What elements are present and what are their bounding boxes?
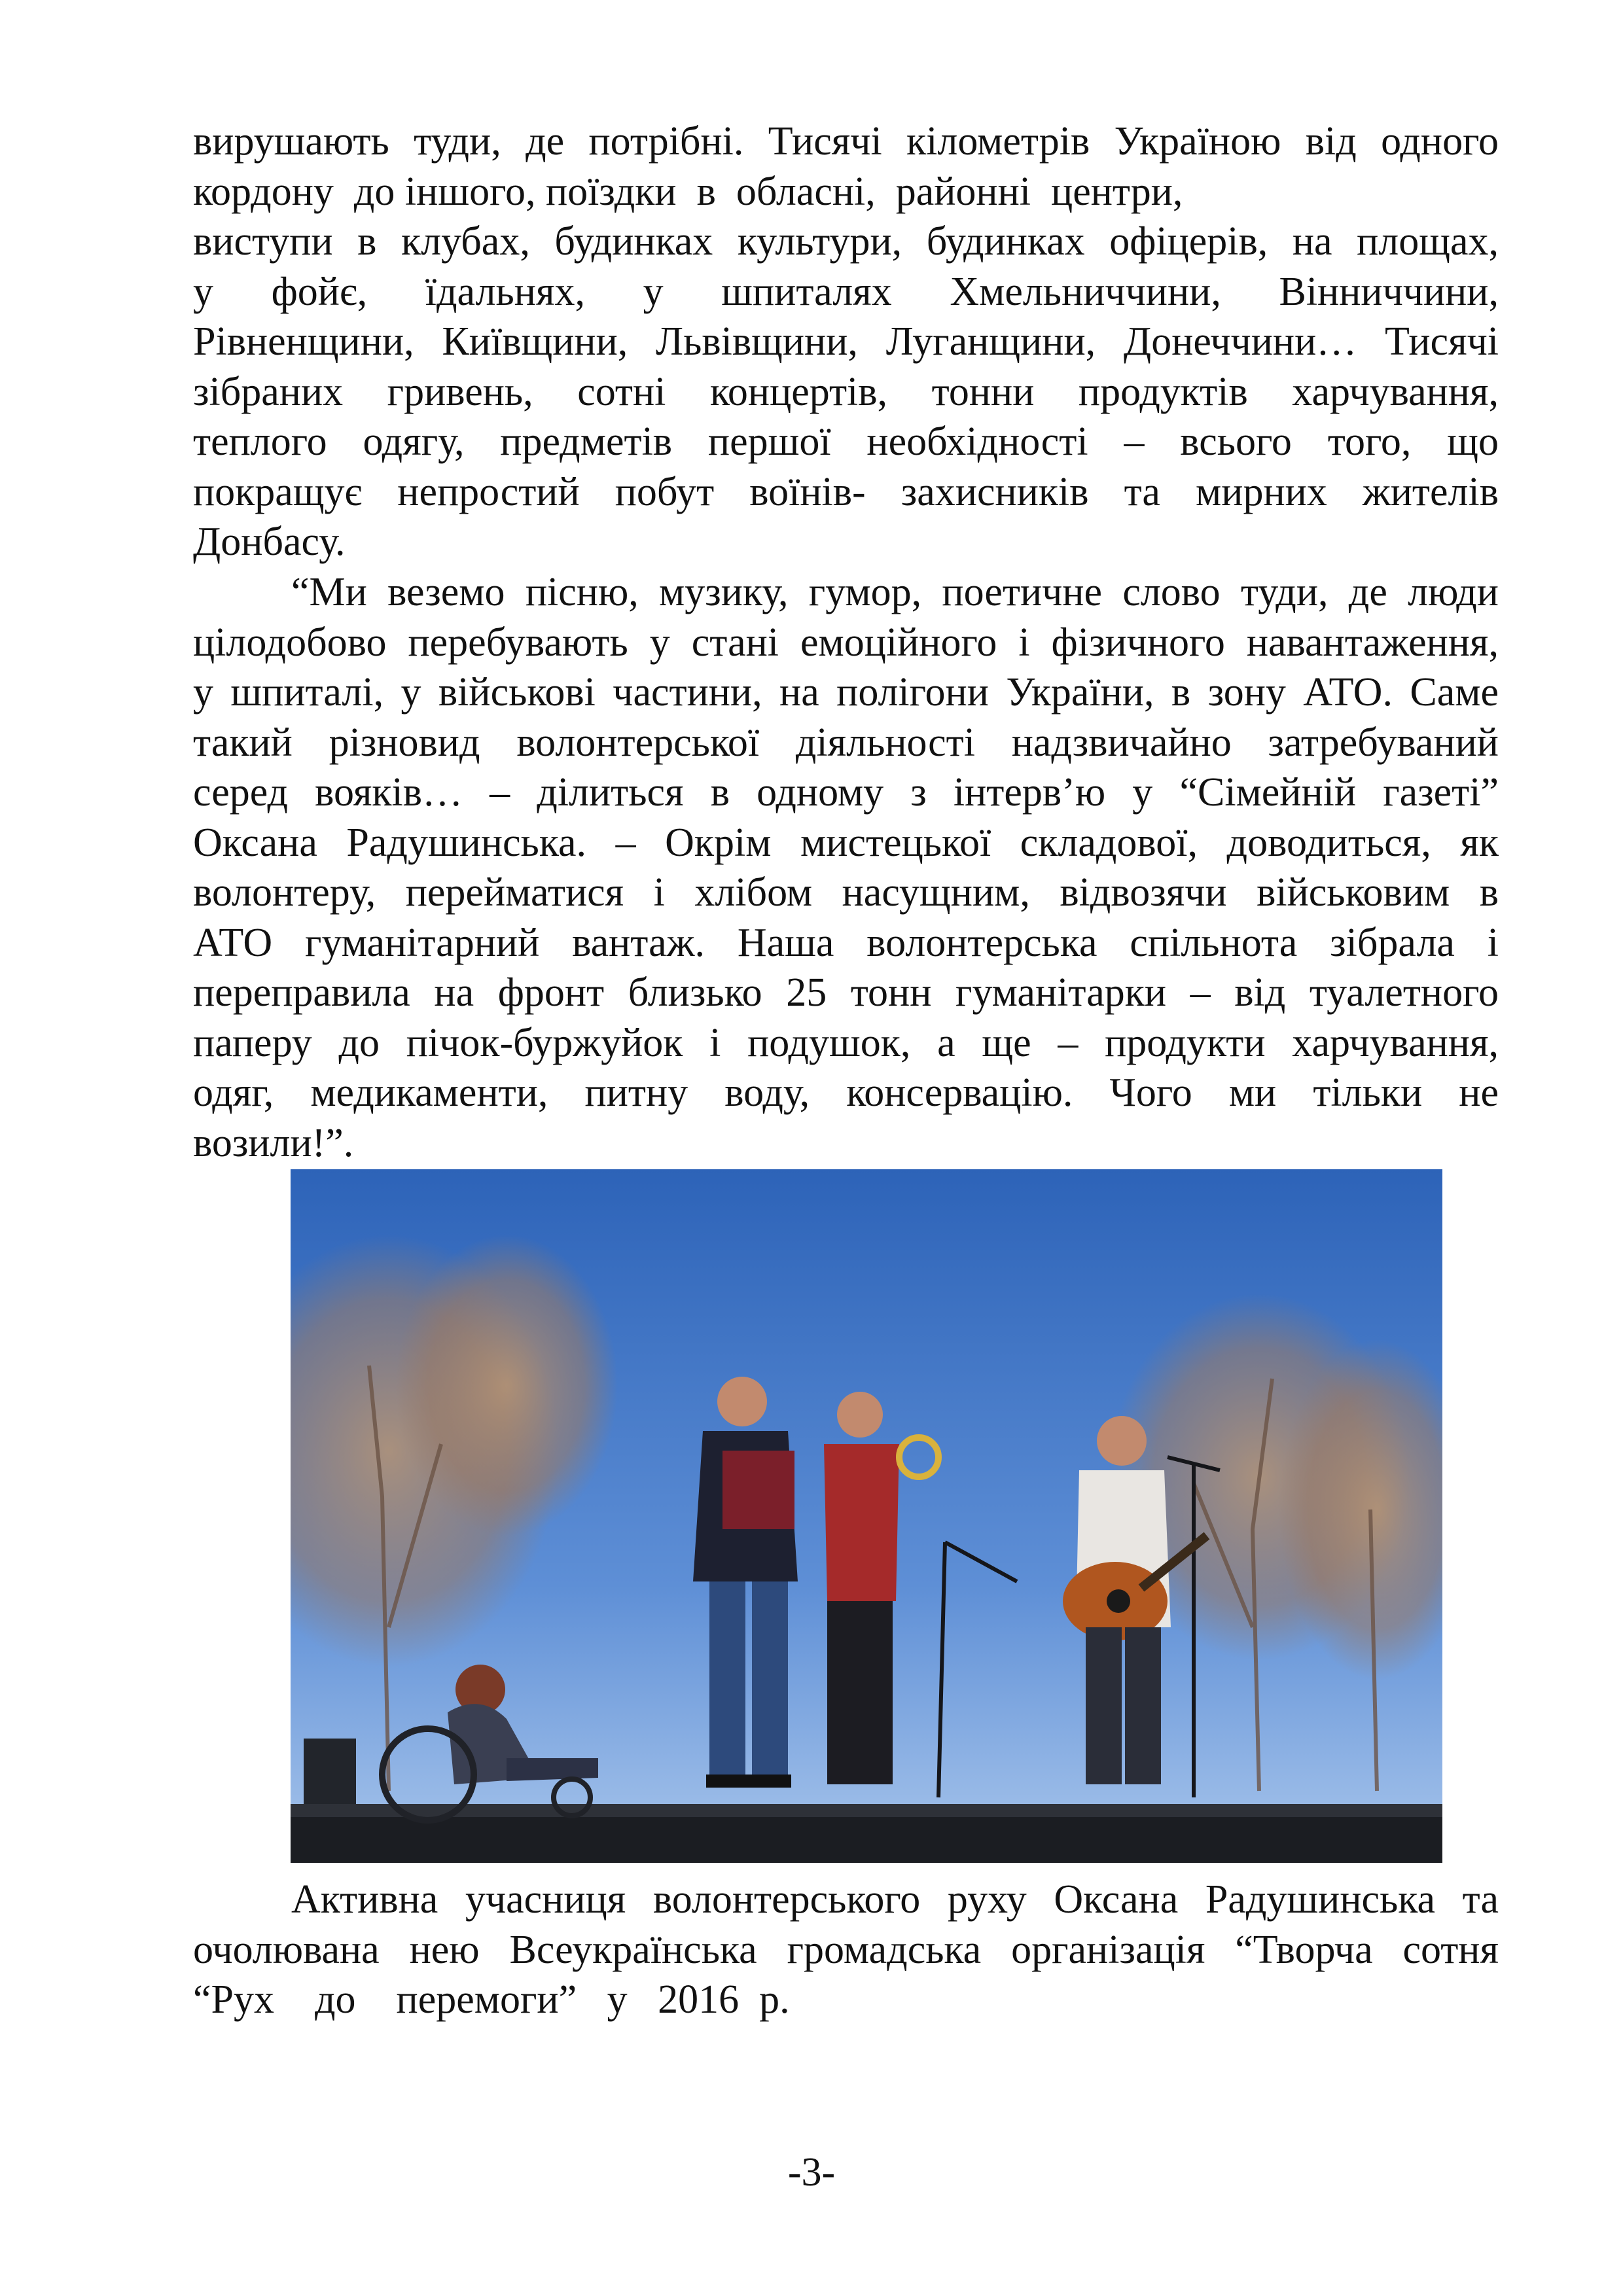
text-line: возили!”.	[193, 1120, 354, 1165]
text-line: у шпиталі, у військові частини, на полігони України, в зону АТО. Саме	[193, 670, 1499, 715]
paragraph-volunteer-trips	[193, 116, 1499, 567]
text-line: покращує непростий побут воїнів- захисників та мирних жителів	[193, 469, 1499, 514]
page-number: -3-	[787, 2150, 836, 2195]
caption-line: очолювана нею Всеукраїнська громадська організація “Творча сотня	[193, 1927, 1499, 1972]
text-line: у фойє, їдальнях, у шпиталях Хмельниччини, Вінниччини,	[193, 269, 1499, 314]
text-line: цілодобово перебувають у стані емоційного і фізичного навантаження,	[193, 620, 1499, 665]
text-line: вирушають туди, де потрібні. Тисячі кілометрів Україною від одного	[193, 119, 1499, 164]
text-line: Донбасу.	[193, 520, 346, 564]
text-line: Рівненщини, Київщини, Львівщини, Луганщини, Донеччини… Тисячі	[193, 319, 1499, 364]
photo-caption	[193, 1875, 1499, 2025]
text-line: зібраних гривень, сотні концертів, тонни продуктів харчування,	[193, 369, 1499, 414]
text-line: Оксана Радушинська. – Окрім мистецької складової, доводиться, як	[193, 820, 1499, 865]
text-line: виступи в клубах, будинках культури, будинках офіцерів, на площах,	[193, 219, 1499, 264]
text-line: АТО гуманітарний вантаж. Наша волонтерська спільнота зібрала і	[193, 920, 1499, 965]
concert-photo-illustration	[291, 1169, 1442, 1863]
text-line: “Ми веземо пісню, музику, гумор, поетичне слово туди, де люди	[291, 570, 1499, 614]
text-line: серед вояків… – ділиться в одному з інтерв’ю у “Сімейній газеті”	[193, 770, 1499, 815]
paragraph-interview-quote	[193, 567, 1499, 1168]
stage	[291, 1814, 1442, 1863]
text-line: теплого одягу, предметів першої необхідності – всього того, що	[193, 419, 1499, 464]
text-line: кордону до іншого, поїздки в обласні, районні центри,	[193, 169, 1183, 214]
text-line: переправила на фронт близько 25 тонн гуманітарки – від туалетного	[193, 970, 1499, 1015]
text-line: паперу до пічок-буржуйок і подушок, а ще – продукти харчування,	[193, 1020, 1499, 1065]
concert-photo	[291, 1169, 1442, 1863]
text-line: одяг, медикаменти, питну воду, консервацію. Чого ми тільки не	[193, 1070, 1499, 1115]
caption-line: “Рух до перемоги” у 2016 р.	[193, 1977, 790, 2022]
speaker-left	[304, 1739, 356, 1804]
text-line: волонтеру, перейматися і хлібом насущним, відвозячи військовим в	[193, 870, 1499, 915]
text-line: такий різновид волонтерської діяльності надзвичайно затребуваний	[193, 720, 1499, 765]
caption-line: Активна учасниця волонтерського руху Оксана Радушинська та	[291, 1877, 1499, 1922]
